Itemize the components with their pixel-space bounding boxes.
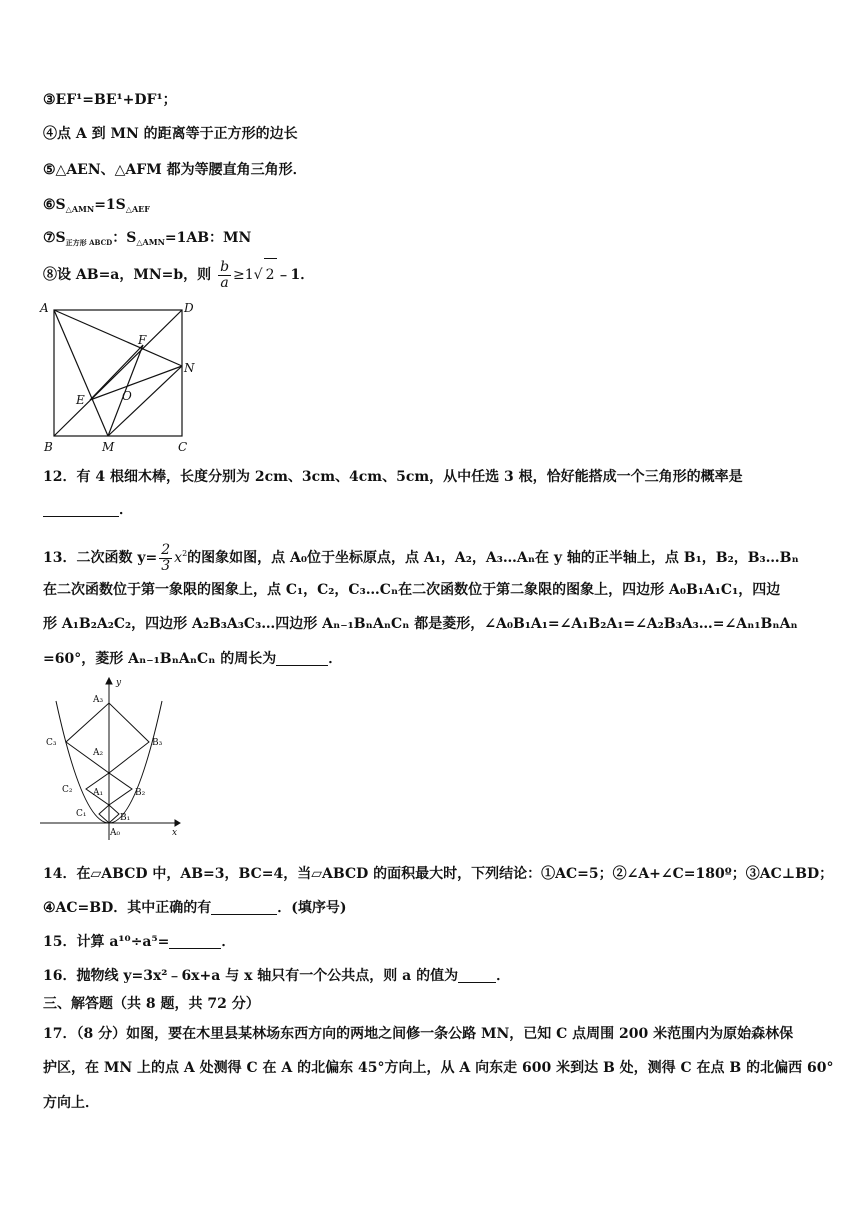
question-13-line3: 形 A₁B₂A₂C₂，四边形 A₂B₃A₃C₃…四边形 Aₙ₋₁BₙAₙCₙ 都是菱形，∠A₀B₁A₁=∠A₁B₂A₁=∠A₂B₃A₃…=∠Aₙ₁BₙAₙ [43,616,798,632]
question-12 [43,467,743,487]
parabola-figure [38,675,188,845]
label-c1: C₁ [76,809,87,819]
q16-pre: 16．抛物线 y=3x²﹣6x+a 与 x 轴只有一个公共点，则 a 的值为 [43,968,459,984]
q16-end: ． [496,968,511,984]
question-13-line4 [43,649,342,669]
statement-6 [43,195,150,219]
label-c3: C₃ [46,738,57,748]
q13-end: ． [328,651,343,667]
s7-pre: ⑦S [43,230,66,246]
label-b1: B₁ [120,813,131,823]
s8-fraction [218,260,231,291]
q15-end: ． [221,934,236,950]
q12-blank [43,502,119,517]
q12-answer-line [43,500,133,520]
q13-l4: =60°，菱形 Aₙ₋₁BₙAₙCₙ 的周长为 [43,651,277,667]
section-3-heading: 三、解答题（共 8 题，共 72 分） [43,996,260,1012]
question-17-line1: 17．（8 分）如图，要在木里县某林场东西方向的两地之间修一条公路 MN，已知 C 点周围 200 米范围内为原始森林保 [43,1026,794,1042]
label-b: B [44,440,53,454]
question-15 [43,932,235,952]
s6-pre: ⑥S [43,197,66,213]
q13-exp: 2 [182,549,188,558]
statement-3: ③EF¹=BE¹+DF¹； [43,92,177,108]
square-figure [38,300,208,455]
q13-fraction [159,543,172,574]
question-13-line2: 在二次函数位于第一象限的图象上，点 C₁，C₂，C₃…Cₙ在二次函数位于第二象限的图象上，四边形 A₀B₁A₁C₁，四边 [43,582,781,598]
label-b3: B₃ [152,738,163,748]
question-16 [43,966,510,986]
s6-sub1: △AMN [65,204,95,214]
label-e: E [76,393,85,407]
label-a: A [40,301,49,315]
s8-post: ﹣1． [276,267,315,283]
question-14-line2 [43,898,347,918]
label-c: C [178,440,188,454]
question-13-line1 [43,538,799,574]
line-ef [90,345,143,400]
line-en [90,366,182,400]
q12-end: ． [119,502,133,518]
question-17-line2: 护区，在 MN 上的点 A 处测得 C 在 A 的北偏东 45°方向上，从 A 向东走 600 米到达 B 处，测得 C 在点 B 的北偏西 60° [43,1060,834,1076]
statement-7 [43,228,251,253]
s6-sub2: △AEF [125,204,150,214]
rhombus-3 [66,703,149,773]
x-axis-arrow [175,820,180,826]
s8-ge: ≥1 [233,267,254,283]
q13-post: 的图象如图，点 A₀位于坐标原点，点 A₁，A₂，A₃…Aₙ在 y 轴的正半轴上，点 B₁，B₂，B₃…Bₙ [187,550,799,566]
q14-blank [211,900,277,915]
statement-8 [43,258,314,291]
label-d: D [184,301,194,315]
line-am [54,310,108,436]
s8-sqrt: 2 [264,258,277,291]
line-an [54,310,182,366]
s7-mid: ：S [112,230,137,246]
line-mn [108,366,182,436]
statement-5: ⑤△AEN、△AFM 都为等腰直角三角形． [43,162,307,178]
s7-post: =1AB：MN [164,230,252,246]
label-y: y [116,678,122,688]
label-m: M [102,440,115,454]
label-a3: A₃ [93,695,104,705]
s7-sub1: 正方形 ABCD [65,238,113,247]
q15-pre: 15．计算 a¹⁰÷a⁵= [43,934,170,950]
label-f: F [138,333,147,347]
y-axis-arrow [106,678,112,684]
q12-text: 12．有 4 根细木棒，长度分别为 2cm、3cm、4cm、5cm，从中任选 3 根，恰好能搭成一个三角形的概率是 [43,469,743,485]
s8-pre: ⑧设 AB=a，MN=b，则 [43,267,212,283]
q13-num: 2 [161,541,171,558]
statement-4: ④点 A 到 MN 的距离等于正方形的边长 [43,126,298,142]
q13-pre: 13．二次函数 y= [43,550,158,566]
q13-x: x [174,550,183,566]
label-a1: A₁ [93,788,104,798]
label-c2: C₂ [62,785,73,795]
q16-blank [458,968,496,983]
label-x: x [172,828,178,838]
s6-mid: =1S [94,197,126,213]
s8-num: b [220,258,230,275]
q14-pre: ④AC=BD．其中正确的有 [43,900,212,916]
sqrt-sign: √ [253,267,263,283]
s8-den: a [220,274,229,291]
question-14-line1: 14．在▱ABCD 中，AB=3，BC=4，当▱ABCD 的面积最大时，下列结论：①AC=5；②∠A+∠C=180º；③AC⊥BD； [43,866,834,882]
label-b2: B₂ [135,788,146,798]
q15-blank [169,934,221,949]
s7-sub2: △AMN [136,237,165,247]
q14-post: ．(填序号) [277,900,347,916]
label-a2: A₂ [93,748,104,758]
label-a0: A₀ [110,828,121,838]
label-o: O [122,389,132,403]
q13-den: 3 [161,557,171,574]
question-17-line3: 方向上． [43,1095,99,1111]
label-n: N [184,361,195,375]
q13-blank [276,651,328,666]
